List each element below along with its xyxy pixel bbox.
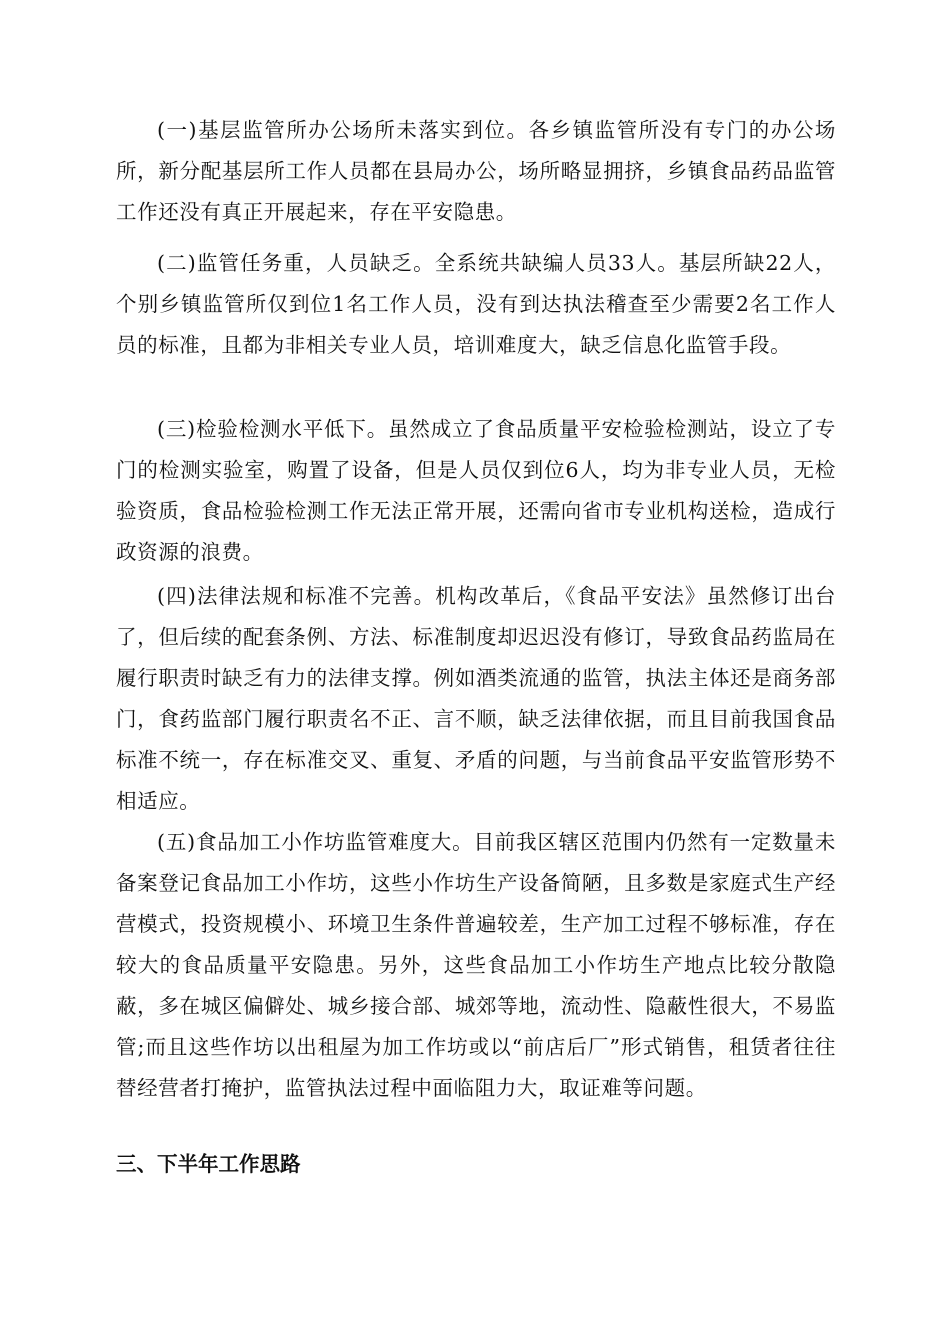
paragraph-small-workshops: (五)食品加工小作坊监管难度大。目前我区辖区范围内仍然有一定数量未备案登记食品加工小作坊，这些小作坊生产设备简陋，且多数是家庭式生产经营模式，投资规模小、环境卫生条件普遍较差，生产加工过程不够标准，存在较大的食品质量平安隐患。另外，这些食品加工小作坊生产地点比较分散隐蔽，多在城区偏僻处、城乡接合部、城郊等地，流动性、隐蔽性很大，不易监管;而且这些作坊以出租屋为加工作坊或以“前店后厂”形式销售，租赁者往往替经营者打掩护，监管执法过程中面临阻力大，取证难等问题。 — [116, 830, 836, 1100]
section-heading: 三、下半年工作思路 — [116, 1152, 301, 1176]
paragraph-laws-standards: (四)法律法规和标准不完善。机构改革后，《食品平安法》虽然修订出台了，但后续的配套条例、方法、标准制度却迟迟没有修订，导致食品药监局在履行职责时缺乏有力的法律支撑。例如酒类流通的监管，执法主体还是商务部门，食药监部门履行职责名不正、言不顺，缺乏法律依据，而且目前我国食品标准不统一，存在标准交叉、重复、矛盾的问题，与当前食品平安监管形势不相适应。 — [116, 584, 836, 813]
paragraph-office-space: (一)基层监管所办公场所未落实到位。各乡镇监管所没有专门的办公场所，新分配基层所工作人员都在县局办公，场所略显拥挤，乡镇食品药品监管工作还没有真正开展起来，存在平安隐患。 — [116, 118, 836, 224]
paragraph-testing-level: (三)检验检测水平低下。虽然成立了食品质量平安检验检测站，设立了专门的检测实验室，购置了设备，但是人员仅到位6人，均为非专业人员，无检验资质，食品检验检测工作无法正常开展，还需向省市专业机构送检，造成行政资源的浪费。 — [116, 417, 836, 564]
paragraph-staff-shortage: (二)监管任务重，人员缺乏。全系统共缺编人员33人。基层所缺22人，个别乡镇监管所仅到位1名工作人员，没有到达执法稽查至少需要2名工作人员的标准，且都为非相关专业人员，培训难度大，缺乏信息化监管手段。 — [116, 251, 836, 357]
